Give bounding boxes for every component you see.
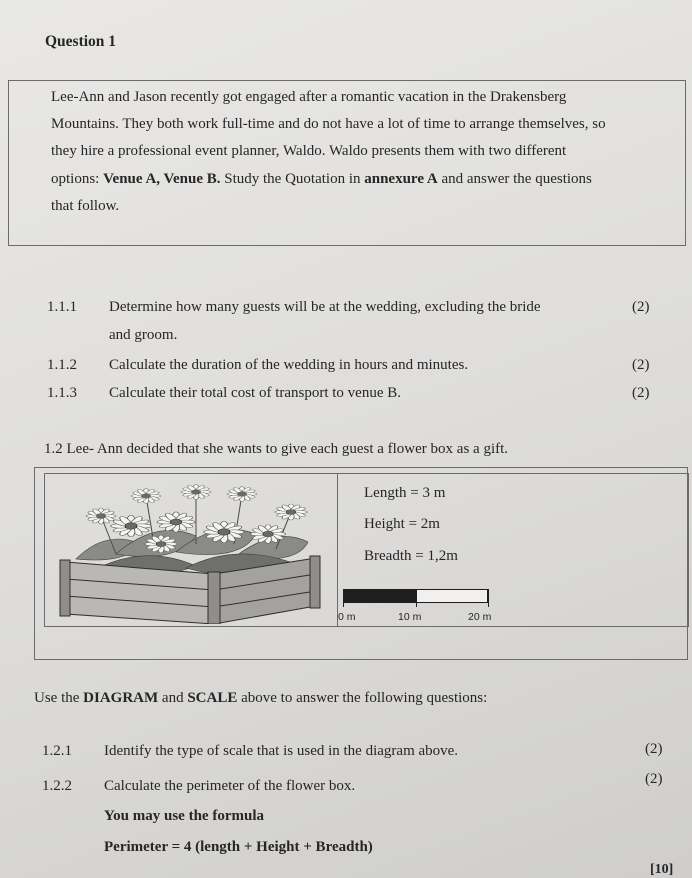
question-text: Identify the type of scale that is used in the diagram above. xyxy=(104,743,459,759)
dimension-breadth: Breadth = 1,2m xyxy=(364,548,458,564)
question-text: Calculate their total cost of transport to venue B. xyxy=(109,385,402,401)
intro-line-2 xyxy=(51,116,606,133)
dimension-height: Height = 2m xyxy=(364,516,440,532)
intro-text: Study the Quotation in xyxy=(220,171,365,187)
intro-text: that follow. xyxy=(51,198,120,214)
intro-line-4 xyxy=(51,171,592,188)
intro-text: Mountains. They both work full-time and do not have a lot of time to arrange themselves, so xyxy=(51,116,606,132)
dimension-length: Length = 3 m xyxy=(364,485,446,501)
diagram-instruction xyxy=(34,690,487,707)
venue-options: Venue A, Venue B. xyxy=(103,171,221,187)
marks: (2) xyxy=(632,385,650,401)
question-number: 1.2.1 xyxy=(42,743,72,759)
scale-label-0: 0 m xyxy=(338,611,356,623)
question-text: Determine how many guests will be at the wedding, excluding the bride xyxy=(109,299,541,315)
formula-hint: You may use the formula xyxy=(104,808,264,824)
question-title: Question 1 xyxy=(45,33,117,50)
question-number: 1.1.1 xyxy=(47,299,77,315)
flower-box-image xyxy=(46,474,338,626)
flower-box-illustration xyxy=(46,474,336,624)
intro-text: and answer the questions xyxy=(437,171,592,187)
total-marks: [10] xyxy=(650,862,674,877)
scale-bar-dark-segment xyxy=(344,589,416,603)
instruction-text: and xyxy=(158,690,188,706)
scale-label-20: 20 m xyxy=(468,611,492,623)
scale-label-10: 10 m xyxy=(398,611,422,623)
question-text: Calculate the duration of the wedding in hours and minutes. xyxy=(109,357,469,373)
perimeter-formula: Perimeter = 4 (length + Height + Breadth) xyxy=(104,839,373,855)
scale-tick xyxy=(488,589,489,607)
scale-tick xyxy=(416,589,417,607)
question-number: 1.1.2 xyxy=(47,357,77,373)
marks: (2) xyxy=(645,741,663,757)
question-number: 1.2.2 xyxy=(42,778,72,794)
instruction-text: Use the xyxy=(34,690,84,706)
question-text: Calculate the perimeter of the flower box. xyxy=(104,778,356,794)
question-number: 1.1.3 xyxy=(47,385,77,401)
intro-line-1 xyxy=(51,89,566,106)
question-text: and groom. xyxy=(109,327,178,343)
annexure-reference: annexure A xyxy=(364,171,438,187)
instruction-bold-diagram: DIAGRAM xyxy=(83,690,159,706)
instruction-bold-scale: SCALE xyxy=(187,690,238,706)
marks: (2) xyxy=(645,771,663,787)
question-1-2-intro: 1.2 Lee- Ann decided that she wants to give each guest a flower box as a gift. xyxy=(44,441,509,457)
scale-bar-light-segment xyxy=(416,589,488,603)
scale-tick xyxy=(343,589,344,607)
instruction-text: above to answer the following questions: xyxy=(237,690,488,706)
intro-line-3 xyxy=(51,143,566,160)
intro-text: Lee-Ann and Jason recently got engaged after a romantic vacation in the Drakensberg xyxy=(51,89,567,105)
marks: (2) xyxy=(632,299,650,315)
marks: (2) xyxy=(632,357,650,373)
intro-line-5 xyxy=(51,198,119,215)
intro-box xyxy=(8,80,686,246)
intro-text: options: xyxy=(51,171,104,187)
intro-text: they hire a professional event planner, Waldo. Waldo presents them with two different xyxy=(51,143,567,159)
